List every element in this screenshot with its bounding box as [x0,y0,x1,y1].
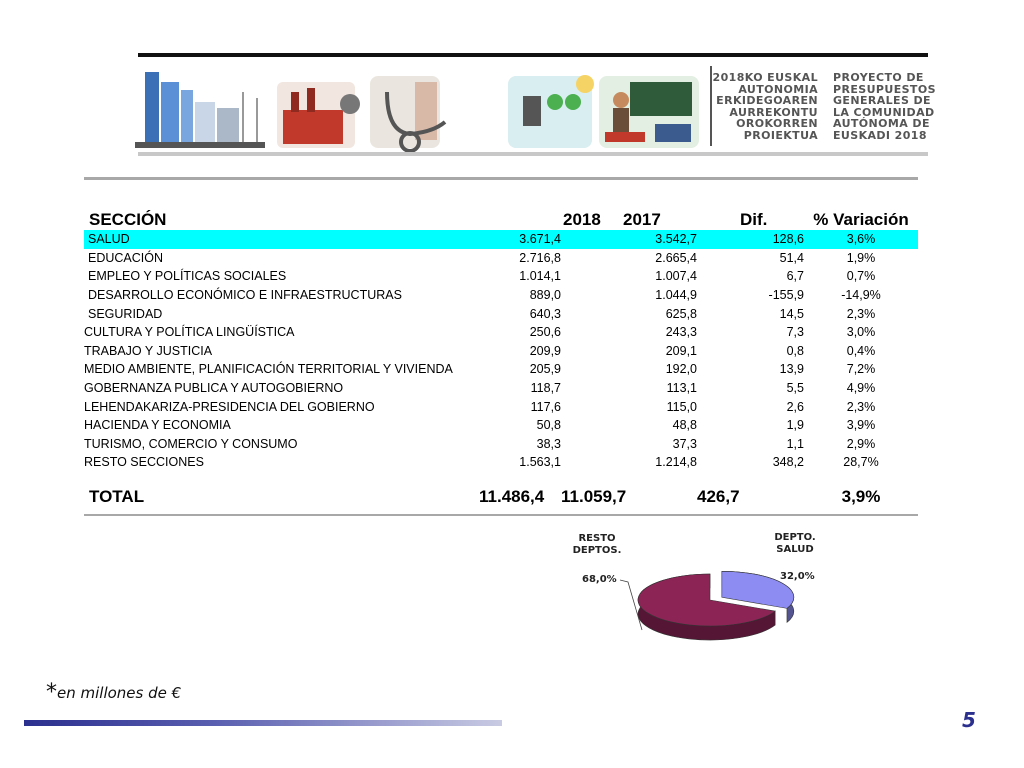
row-variacion: 2,9% [846,436,876,451]
row-name: EMPLEO Y POLÍTICAS SOCIALES [88,269,287,284]
row-name: EDUCACIÓN [88,250,164,265]
row-name: DESARROLLO ECONÓMICO E INFRAESTRUCTURAS [88,288,402,303]
row-2017: 3.542,7 [561,230,697,249]
pie-chart [560,525,860,665]
row-dif: 348,2 [772,455,804,470]
total-label: TOTAL [89,486,145,506]
row-name: LEHENDAKARIZA-PRESIDENCIA DEL GOBIERNO [84,399,375,414]
row-dif: 14,5 [779,306,804,321]
row-2018: 1.014,1 [519,269,561,284]
row-variacion: 28,7% [843,455,879,470]
pie-label-resto: RESTO DEPTOS. [572,533,622,556]
row-name: HACIENDA Y ECONOMIA [84,418,231,433]
row-2018: 889,0 [529,288,561,303]
row-name: SALUD [84,230,479,249]
row-2017: 1.214,8 [655,455,697,470]
footer-bar [24,720,502,726]
table-row [84,342,918,361]
row-dif: 51,4 [779,250,804,265]
table-row [84,453,918,472]
row-name: MEDIO AMBIENTE, PLANIFICACIÓN TERRITORIAL Y VIVIENDA [84,362,453,377]
school-illustration [599,76,699,148]
table-row [84,323,918,342]
row-dif: 6,7 [786,269,804,284]
banner-title-spanish: PROYECTO DE PRESUPUESTOS GENERALES DE LA COMUNIDAD AUTÓNOMA DE EUSKADI 2018 [833,71,936,142]
table-row [84,435,918,454]
footnote-star: * [46,680,57,705]
row-2018: 640,3 [529,306,561,321]
row-variacion: 3,9% [846,418,876,433]
table-row [84,249,918,268]
row-2018: 118,7 [530,381,561,396]
row-2018: 50,8 [536,418,561,433]
row-2017: 625,8 [665,306,697,321]
row-dif: 2,6 [786,399,804,414]
total-variacion: 3,9% [841,486,881,506]
row-2017: 37,3 [672,436,697,451]
row-dif: 13,9 [779,362,804,377]
header-variacion: % Variación [813,210,909,229]
row-2018: 3.671,4 [479,230,561,249]
row-variacion: 3,6% [804,230,918,249]
row-2018: 1.563,1 [519,455,561,470]
page-number: 5 [962,708,976,732]
row-2018: 209,9 [529,343,561,358]
row-2017: 209,1 [665,343,697,358]
total-dif: 426,7 [697,486,740,506]
health-illustration [370,76,445,151]
row-variacion: 7,2% [846,362,876,377]
header-2018: 2018 [563,210,601,229]
row-dif: 7,3 [786,325,804,340]
row-variacion: 4,9% [846,381,876,396]
table-row [84,286,918,305]
header-seccion: SECCIÓN [89,210,167,229]
row-dif: -155,9 [768,288,804,303]
row-dif: 1,9 [786,418,804,433]
row-variacion: 2,3% [846,399,876,414]
row-2017: 1.007,4 [655,269,697,284]
row-2018: 205,9 [529,362,561,377]
row-name: GOBERNANZA PUBLICA Y AUTOGOBIERNO [84,381,344,396]
row-2018: 38,3 [536,436,561,451]
row-name: CULTURA Y POLÍTICA LINGÜÍSTICA [84,325,295,340]
row-name: SEGURIDAD [88,306,163,321]
table-row [84,360,918,379]
row-2017: 243,3 [665,325,697,340]
banner-title-basque: 2018KO EUSKAL AUTONOMIA ERKIDEGOAREN AURREKONTU OROKORREN PROIEKTUA [712,71,818,142]
row-variacion: 1,9% [846,250,876,265]
row-dif: 5,5 [786,381,804,396]
total-2017: 11.059,7 [561,486,627,506]
pie-pct-resto: 68,0% [582,574,617,585]
header-2017: 2017 [623,210,661,229]
row-2017: 1.044,9 [655,288,697,303]
row-variacion: 3,0% [846,325,876,340]
table-bottom-rule [84,514,918,516]
row-2017: 2.665,4 [655,250,697,265]
total-2018: 11.486,4 [479,486,545,506]
table-row [84,397,918,416]
city-illustration [135,72,265,148]
row-dif: 1,1 [786,436,804,451]
row-2018: 117,6 [530,399,561,414]
table-row [84,304,918,323]
row-dif: 128,6 [697,230,804,249]
row-variacion: 0,4% [846,343,876,358]
row-2017: 192,0 [665,362,697,377]
footnote [46,680,182,709]
row-2017: 113,1 [666,381,697,396]
row-dif: 0,8 [786,343,804,358]
table-row [84,379,918,398]
table-total-row [84,472,918,514]
table-row [84,267,918,286]
banner-illustrations [125,62,705,158]
row-name: TURISMO, COMERCIO Y CONSUMO [84,436,298,451]
footnote-text: en millones de € [57,684,182,702]
row-2017: 115,0 [666,399,697,414]
budget-table-grid [84,180,918,514]
table-row [84,230,918,249]
row-variacion: 2,3% [846,306,876,321]
pie-label-salud: DEPTO. SALUD [774,532,816,555]
budget-table [84,177,918,516]
table-row [84,416,918,435]
row-name: TRABAJO Y JUSTICIA [84,343,213,358]
row-2018: 2.716,8 [519,250,561,265]
education-illustration [508,75,594,148]
header-dif: Dif. [740,210,768,229]
row-variacion: 0,7% [846,269,876,284]
pie-pct-salud: 32,0% [780,571,815,582]
row-2018: 250,6 [529,325,561,340]
pie-leader-line [620,580,642,630]
row-name: RESTO SECCIONES [84,455,204,470]
factory-illustration [277,82,360,148]
banner-bottom-rule [138,152,928,156]
banner-top-rule [138,53,928,57]
row-variacion: -14,9% [841,288,881,303]
table-header-row [84,180,918,230]
row-2017: 48,8 [672,418,697,433]
